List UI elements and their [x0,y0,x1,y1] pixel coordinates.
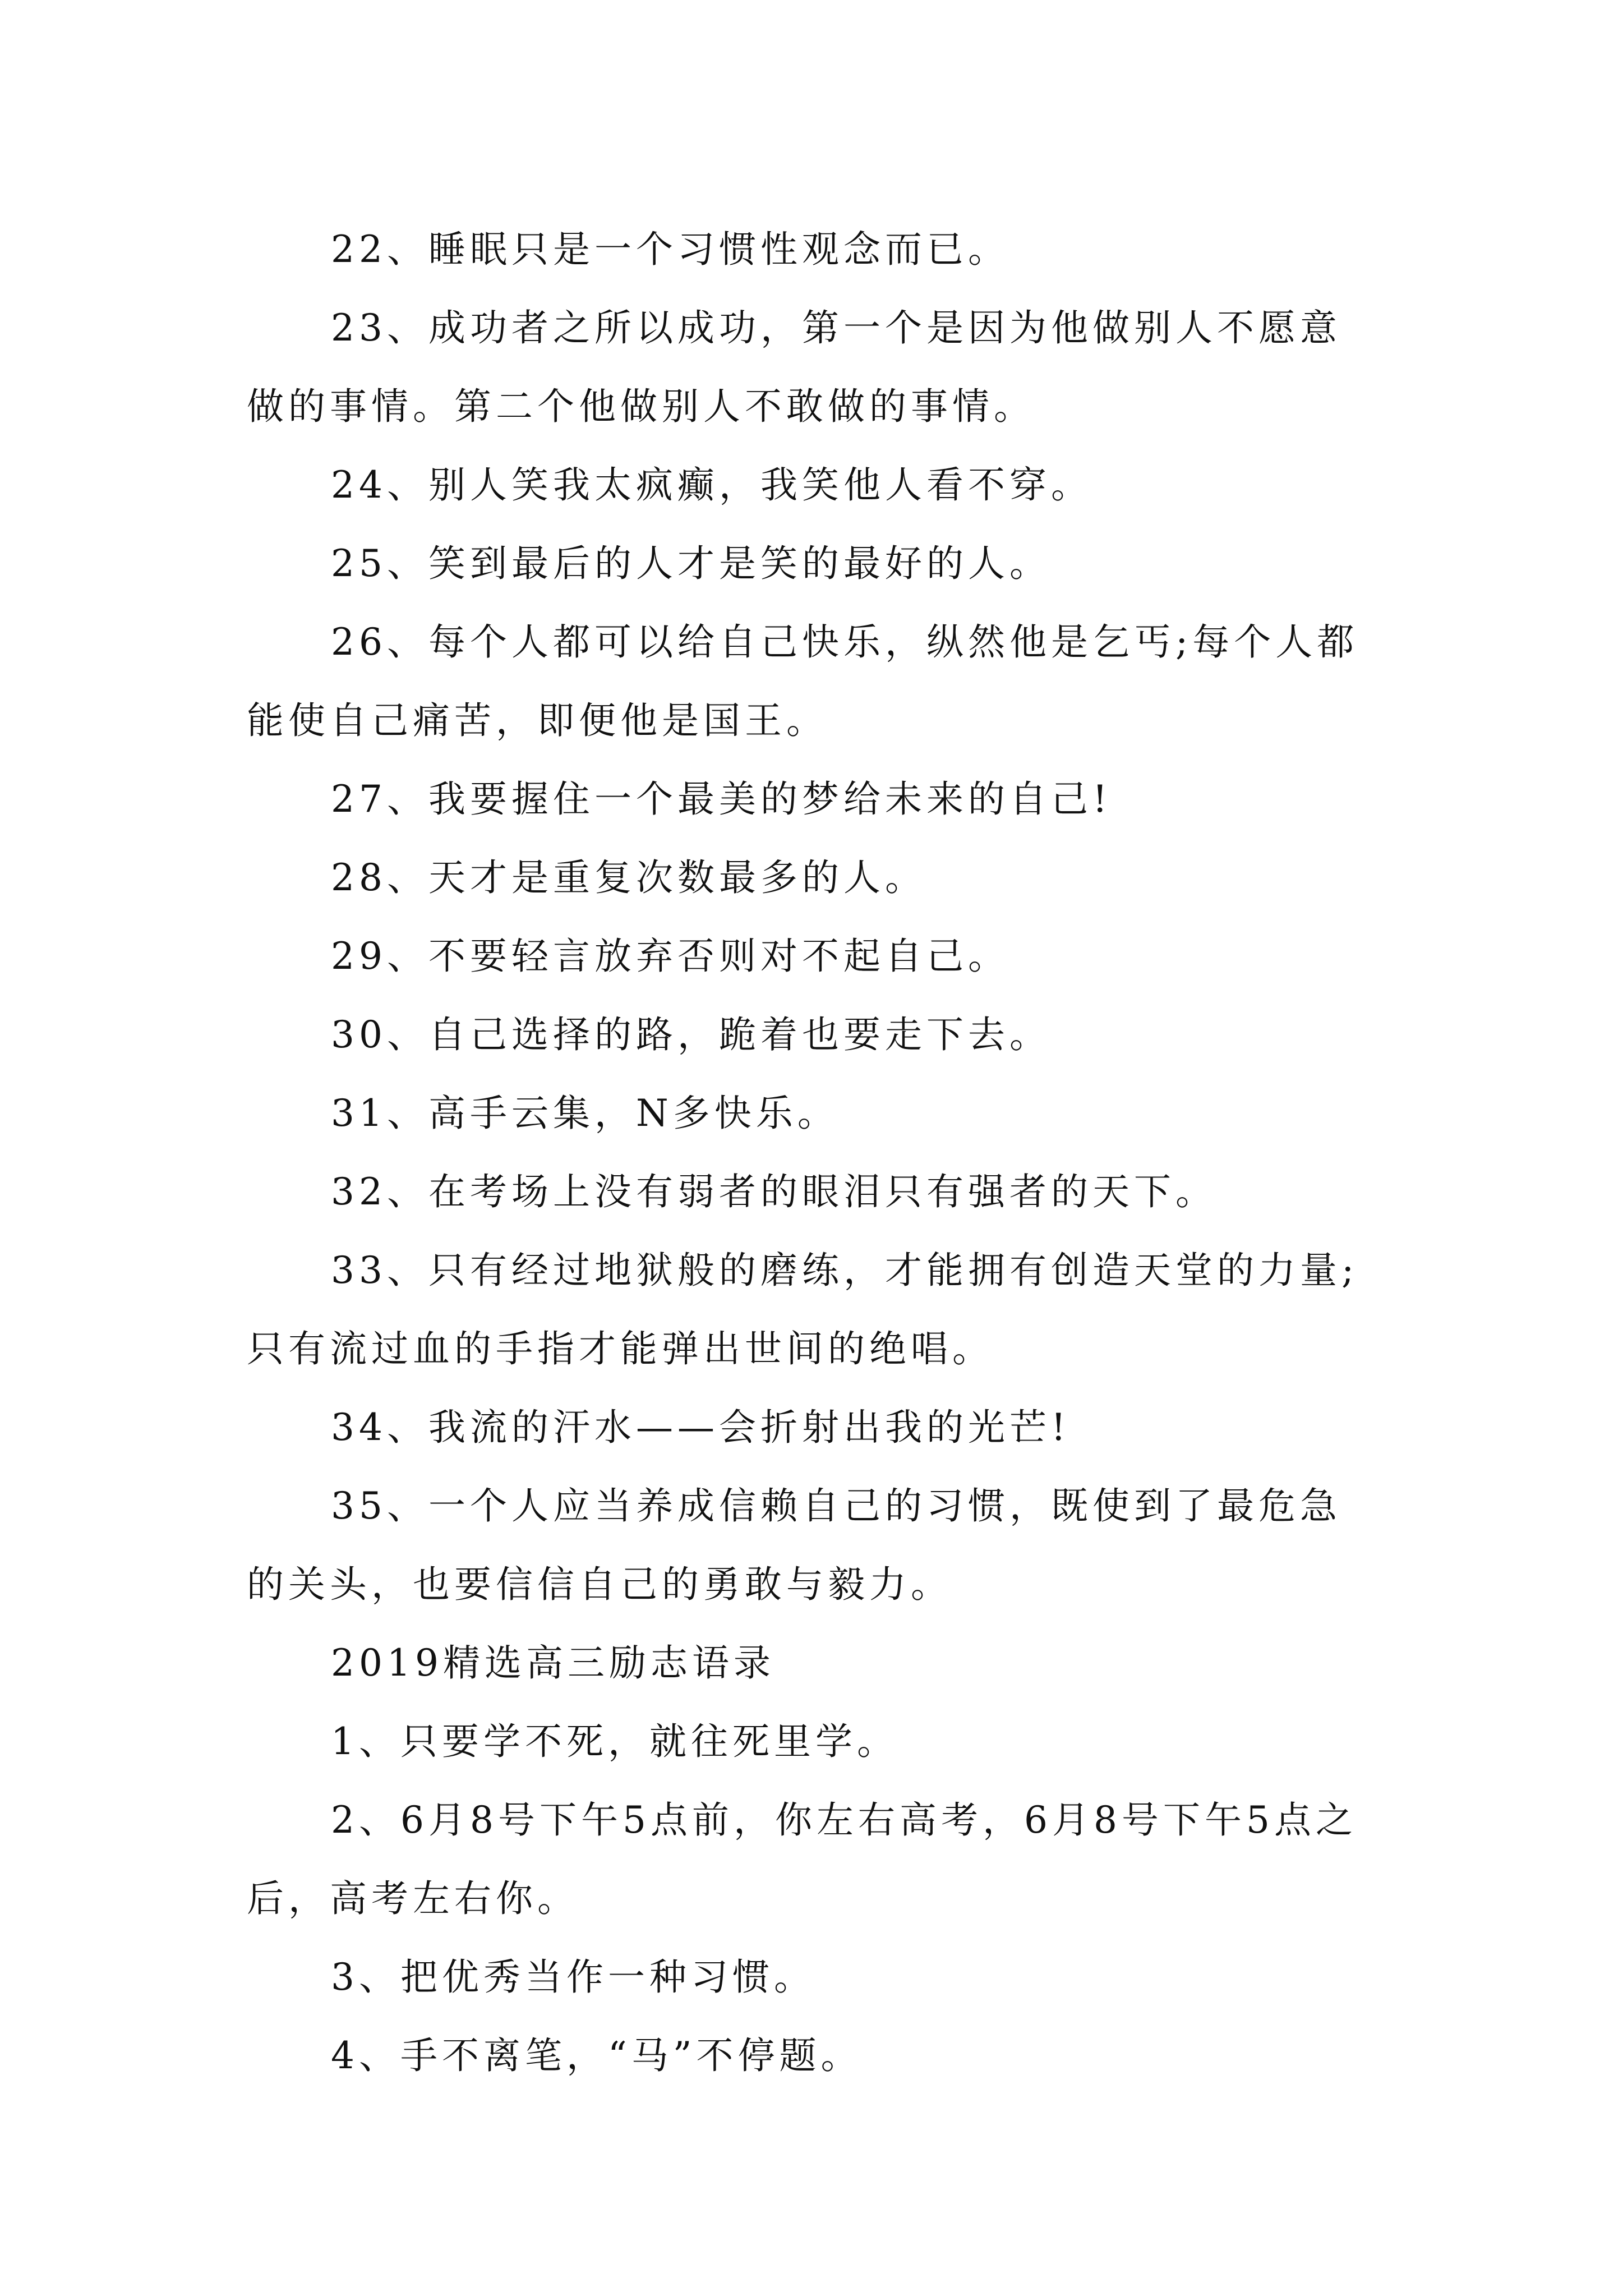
paragraph-2: 2、6月8号下午5点前，你左右高考，6月8号下午5点之后，高考左右你。 [247,1798,1357,1920]
section-heading: 2019精选高三励志语录 [331,1641,775,1685]
paragraph-35: 35、一个人应当养成信赖自己的习惯，既使到了最危急的关头，也要信信自己的勇敢与毅力。 [247,1484,1341,1606]
paragraph-34: 34、我流的汗水——会折射出我的光芒! [331,1406,1071,1449]
paragraph-29: 29、不要轻言放弃否则对不起自己。 [331,935,1009,978]
paragraph-28: 28、天才是重复次数最多的人。 [331,856,926,899]
paragraph-4: 4、手不离笔，“马”不停题。 [331,2034,863,2077]
paragraph-25: 25、笑到最后的人才是笑的最好的人。 [331,542,1051,585]
paragraph-23: 23、成功者之所以成功，第一个是因为他做别人不愿意做的事情。第二个他做别人不敢做的事情。 [247,306,1341,428]
document-body [247,210,1380,2095]
paragraph-26: 26、每个人都可以给自己快乐，纵然他是乞丐;每个人都能使自己痛苦，即便他是国王。 [247,620,1359,742]
paragraph-33: 33、只有经过地狱般的磨练，才能拥有创造天堂的力量;只有流过血的手指才能弹出世间的绝唱。 [247,1249,1359,1370]
paragraph-3: 3、把优秀当作一种习惯。 [331,1955,815,1999]
paragraph-31: 31、高手云集，N多快乐。 [331,1092,839,1135]
paragraph-32: 32、在考场上没有弱者的眼泪只有强者的天下。 [331,1170,1217,1213]
paragraph-24: 24、别人笑我太疯癫，我笑他人看不穿。 [331,463,1092,507]
paragraph-30: 30、自己选择的路，跪着也要走下去。 [331,1013,1051,1056]
paragraph-22: 22、睡眠只是一个习惯性观念而已。 [331,228,1009,271]
paragraph-1: 1、只要学不死，就往死里学。 [331,1720,898,1763]
paragraph-27: 27、我要握住一个最美的梦给未来的自己! [331,777,1112,821]
